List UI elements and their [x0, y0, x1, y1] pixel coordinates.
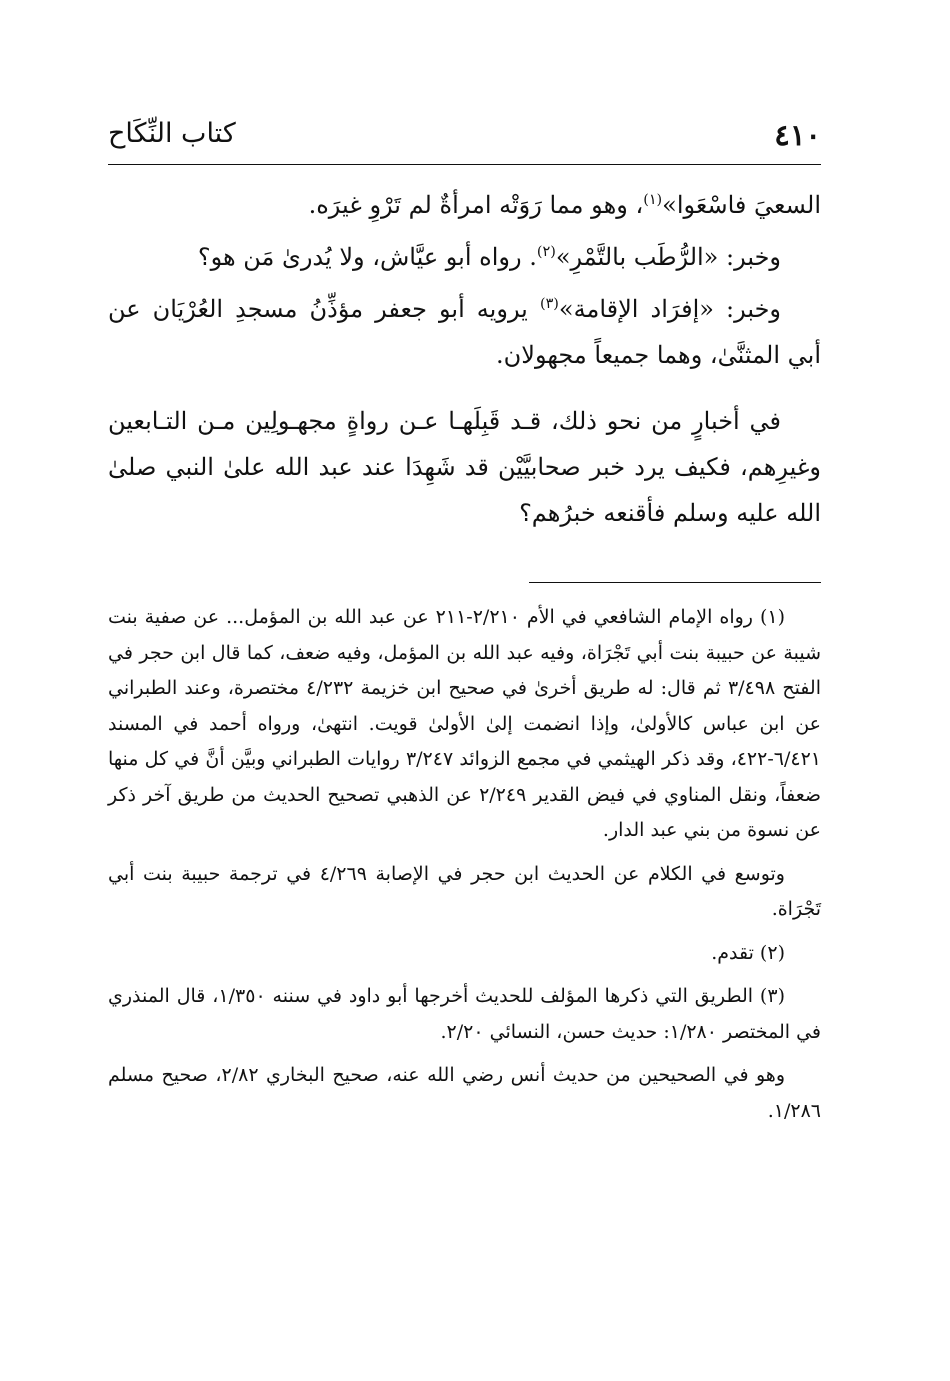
page-header	[108, 112, 821, 165]
footnote-1: (١) رواه الإمام الشافعي في الأم ٢/٢١٠-٢١١ عن عبد الله بن المؤمل... عن صفية بنت شيبة عن حبيبة بنت أبي تَجْرَاة، وفيه عبد الله بن المؤمل، وفيه ضعف، كما قال ابن حجر في الفتح ٣/٤٩٨ ثم قال: له طريق أخرىٰ في صحيح ابن خزيمة ٤/٢٣٢ مختصرة، وعند الطبراني عن ابن عباس كالأولىٰ، وإذا انضمت إلىٰ الأولىٰ قويت. انتهىٰ، ورواه أحمد في المسند ٦/٤٢١-٤٢٢، وقد ذكر الهيثمي في مجمع الزوائد ٣/٢٤٧ روايات الطبراني وبيَّن أنَّ في كل منها ضعفاً، ونقل المناوي في فيض القدير ٢/٢٤٩ عن الذهبي تصحيح الحديث من طريق آخر ذكر عن نسوة من بني عبد الدار.	[108, 606, 822, 841]
footnotes	[108, 600, 821, 1137]
footnote-2: (٢) تقدم.	[711, 941, 785, 964]
footnote-ref-1[interactable]: (١)	[643, 192, 663, 208]
footnote-1-continued: وتوسع في الكلام عن الحديث ابن حجر في الإصابة ٤/٢٦٩ في ترجمة حبيبة بنت أبي تَجْرَاة.	[108, 862, 821, 920]
footnote-divider	[529, 582, 821, 583]
paragraph-3: وخبر: «إفرَاد الإقامة»$^{(٣)}$ يرويه أبو جعفر مؤذِّنُ مسجدِ العُرْيَان عن أبي المثنَّىٰ، وهما جميعاً مجهولان.	[108, 295, 821, 369]
paragraph-2: وخبر: «الرُّطَب بالتَّمْرِ»$^{(٢)}$. رواه أبو عيَّاش، ولا يُدرىٰ مَن هو؟	[197, 243, 781, 271]
footnote-ref-3[interactable]: (٣)	[539, 296, 559, 312]
page-number: ٤١٠	[774, 118, 821, 152]
footnote-3-continued: وهو في الصحيحين من حديث أنس رضي الله عنه، صحيح البخاري ٢/٨٢، صحيح مسلم ١/٢٨٦.	[108, 1064, 821, 1122]
footnote-ref-2[interactable]: (٢)	[536, 244, 556, 260]
paragraph-4: في أخبارٍ من نحو ذلك، قـد قَبِلَهـا عـن رواةٍ مجهـولِين مـن التـابعين وغيرِهم، فكيف يرد خبر صحابيَّيْن قد شَهِدَا عند عبد الله علىٰ النبي صلىٰ الله عليه وسلم فأقنعه خبرُهم؟	[108, 407, 821, 527]
footnote-3: (٣) الطريق التي ذكرها المؤلف للحديث أخرجها أبو داود في سننه ١/٣٥٠، قال المنذري في المختصر ١/٢٨٠: حديث حسن، النسائي ٢/٢٠.	[108, 985, 821, 1043]
running-title: كتاب النِّكَاح	[108, 118, 236, 149]
main-text	[108, 182, 821, 542]
paragraph-1: السعيَ فاسْعَوا»$^{(١)}$، وهو مما رَوَتْه امرأةٌ لم تَرْوِ غيرَه.	[308, 191, 821, 219]
